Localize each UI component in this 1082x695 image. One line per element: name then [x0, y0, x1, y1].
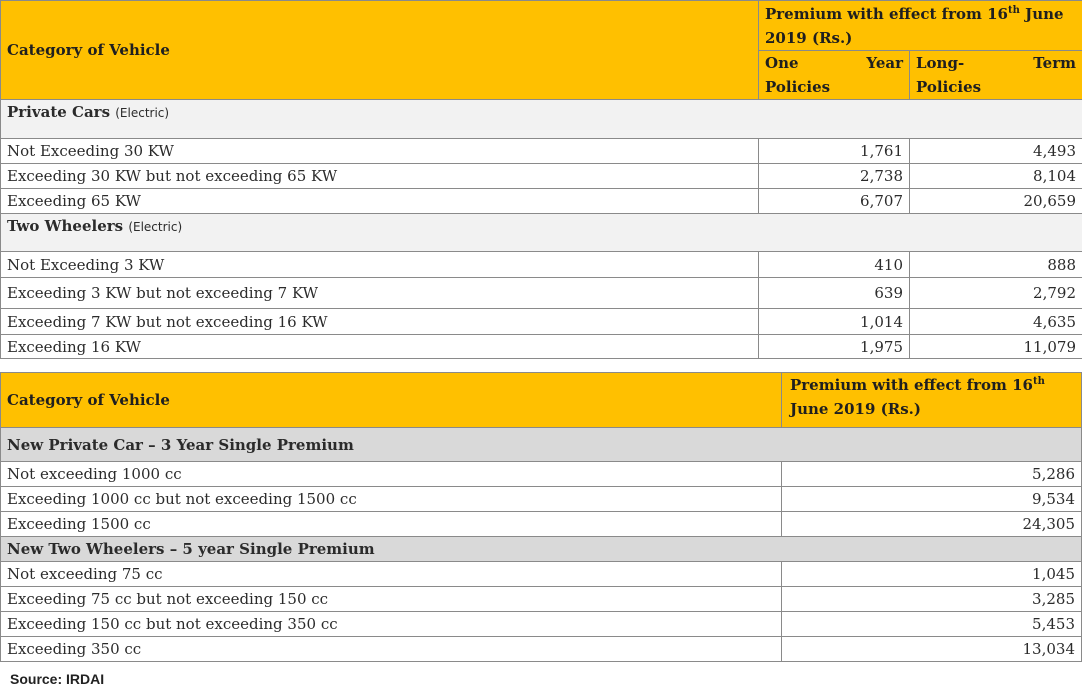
single-premium-table [0, 372, 1082, 662]
one-year-value: 410 [759, 252, 910, 278]
section-new-two-wheelers: New Two Wheelers – 5 year Single Premium [1, 537, 1082, 562]
one-year-value: 2,738 [759, 164, 910, 189]
category-header: Category of Vehicle [1, 373, 782, 428]
section-note: (Electric) [115, 106, 170, 120]
table-row-category: Exceeding 1000 cc but not exceeding 1500 cc [1, 487, 782, 512]
long-term-value: 888 [910, 252, 1082, 278]
one-year-value: 1,761 [759, 139, 910, 164]
premium-value: 13,034 [782, 637, 1082, 662]
one-year-value: 639 [759, 278, 910, 309]
one-year-value: 1,014 [759, 309, 910, 335]
one-year-header-a: One [765, 54, 799, 72]
table-row-category: Exceeding 65 KW [1, 189, 759, 214]
table-row-category: Not Exceeding 30 KW [1, 139, 759, 164]
premium-header-text: Premium with effect from 16 [765, 5, 1008, 23]
premium-header [782, 373, 1082, 428]
long-term-value: 4,635 [910, 309, 1082, 335]
premium-value: 5,453 [782, 612, 1082, 637]
premium-header-text: Premium with effect from 16 [790, 376, 1033, 394]
table-row-category: Exceeding 1500 cc [1, 512, 782, 537]
long-term-header [910, 51, 1082, 100]
category-header: Category of Vehicle [1, 1, 759, 100]
premium-header-line2: 2019 (Rs.) [765, 29, 853, 47]
table-row-category: Exceeding 7 KW but not exceeding 16 KW [1, 309, 759, 335]
premium-value: 3,285 [782, 587, 1082, 612]
table-row-category: Exceeding 75 cc but not exceeding 150 cc [1, 587, 782, 612]
one-year-header-c: Policies [765, 78, 831, 96]
long-term-header-a: Long- [916, 54, 965, 72]
long-term-value: 20,659 [910, 189, 1082, 214]
section-title: Private Cars [7, 103, 111, 121]
long-term-header-c: Policies [916, 78, 982, 96]
table-row-category: Not exceeding 75 cc [1, 562, 782, 587]
premium-header-sup: th [1007, 5, 1020, 16]
section-two-wheelers [1, 214, 1082, 252]
table-row-category: Exceeding 30 KW but not exceeding 65 KW [1, 164, 759, 189]
one-year-value: 1,975 [759, 335, 910, 359]
premium-value: 9,534 [782, 487, 1082, 512]
one-year-header [759, 51, 910, 100]
source-note: Source: IRDAI [10, 671, 105, 687]
premium-value: 24,305 [782, 512, 1082, 537]
premium-header [759, 1, 1082, 51]
table-row-category: Exceeding 16 KW [1, 335, 759, 359]
premium-header-sup: th [1032, 376, 1045, 387]
long-term-value: 11,079 [910, 335, 1082, 359]
table-row-category: Exceeding 350 cc [1, 637, 782, 662]
one-year-header-b: Year [866, 54, 903, 72]
section-new-private-car: New Private Car – 3 Year Single Premium [1, 428, 1082, 462]
section-note: (Electric) [128, 220, 183, 234]
one-year-value: 6,707 [759, 189, 910, 214]
premium-header-text-2: June [1019, 5, 1064, 23]
premium-header-line2: June 2019 (Rs.) [790, 400, 921, 418]
table-row-category: Not Exceeding 3 KW [1, 252, 759, 278]
section-title: Two Wheelers [7, 217, 124, 235]
premium-value: 1,045 [782, 562, 1082, 587]
premium-value: 5,286 [782, 462, 1082, 487]
long-term-value: 8,104 [910, 164, 1082, 189]
long-term-value: 4,493 [910, 139, 1082, 164]
table-row-category: Not exceeding 1000 cc [1, 462, 782, 487]
table-row-category: Exceeding 150 cc but not exceeding 350 cc [1, 612, 782, 637]
section-private-cars [1, 100, 1082, 139]
table-row-category: Exceeding 3 KW but not exceeding 7 KW [1, 278, 759, 309]
long-term-value: 2,792 [910, 278, 1082, 309]
long-term-header-b: Term [1033, 54, 1076, 72]
